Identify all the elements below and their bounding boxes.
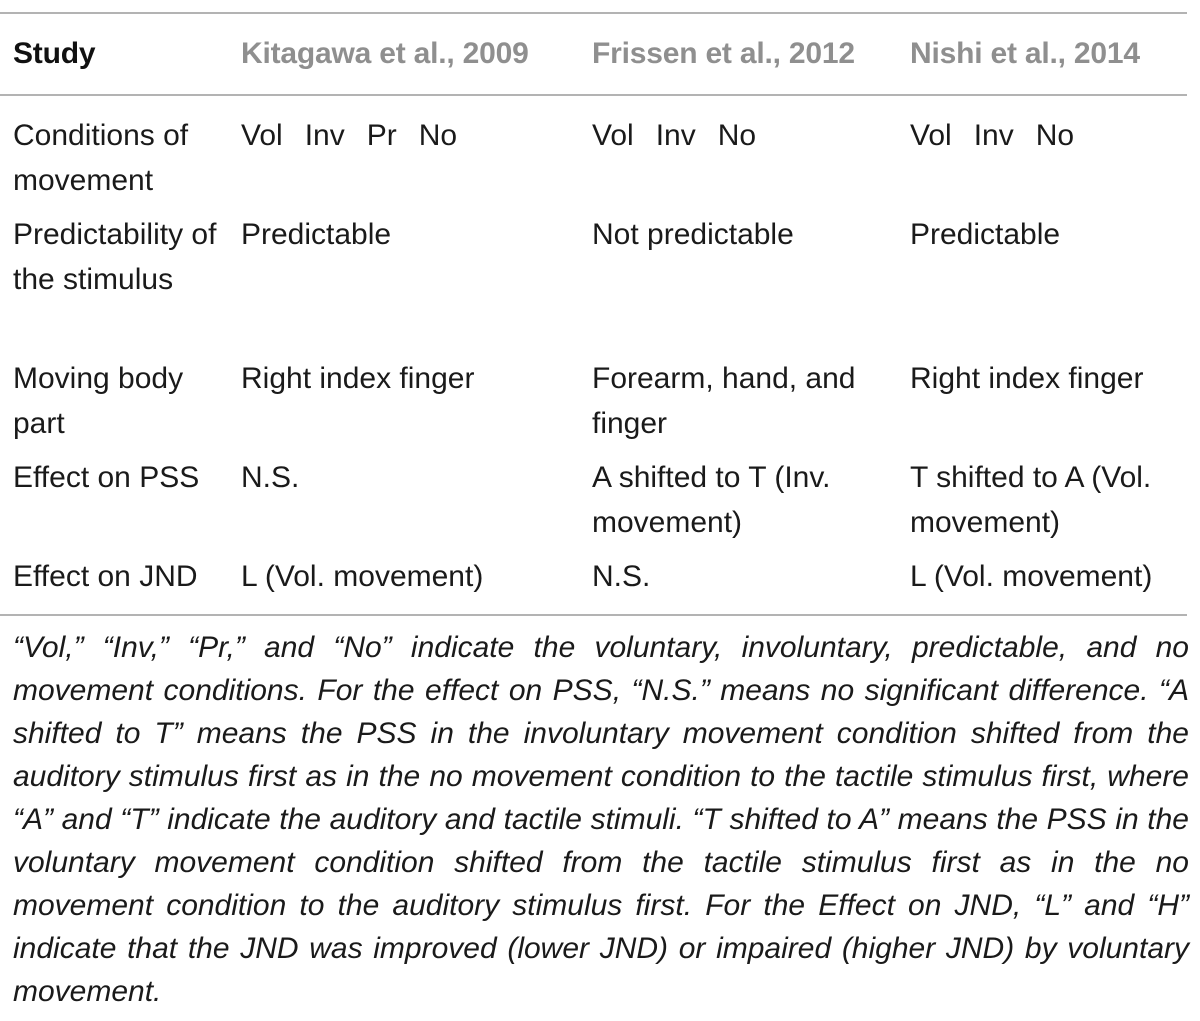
row-label-predictability: Predictability of the stimulus	[13, 218, 217, 296]
header-study: Study	[13, 37, 96, 70]
condition-no: No	[1035, 119, 1075, 152]
nishi-body-part: Right index finger	[910, 362, 1144, 395]
frissen-conditions	[592, 113, 897, 158]
condition-inv: Inv	[655, 119, 696, 152]
condition-pr: Pr	[366, 119, 397, 152]
kitagawa-effect-jnd: L (Vol. movement)	[241, 560, 484, 593]
row-label-effect-pss: Effect on PSS	[13, 461, 200, 494]
header-kitagawa-2009: Kitagawa et al., 2009	[241, 37, 529, 70]
table-header-row	[0, 30, 1190, 78]
header-nishi-2014: Nishi et al., 2014	[910, 37, 1140, 70]
frissen-body-part: Forearm, hand, and finger	[592, 362, 856, 440]
kitagawa-conditions	[241, 113, 581, 158]
table-top-rule	[0, 12, 1187, 14]
condition-inv: Inv	[973, 119, 1014, 152]
nishi-effect-pss: T shifted to A (Vol. movement)	[910, 461, 1152, 539]
frissen-effect-jnd: N.S.	[592, 560, 651, 593]
row-label-effect-jnd: Effect on JND	[13, 560, 198, 593]
nishi-conditions	[910, 113, 1185, 158]
condition-vol: Vol	[592, 119, 634, 152]
table-footnote: “Vol,” “Inv,” “Pr,” and “No” indicate the voluntary, involuntary, predictable, and no movement conditions. For the effect on PSS, “N.S.” means no significant difference. “A shifted to T” means the PSS in the involuntary movement condition shifted from the auditory stimulus first as in the no movement condition to the tactile stimulus first, where “A” and “T” indicate the auditory and tactile stimuli. “T shifted to A” means the PSS in the voluntary movement condition shifted from the tactile stimulus first as in the no movement condition to the auditory stimulus first. For the Effect on JND, “L” and “H” indicate that the JND was improved (lower JND) or impaired (higher JND) by voluntary movement.	[13, 631, 1189, 1008]
condition-no: No	[717, 119, 757, 152]
condition-vol: Vol	[910, 119, 952, 152]
row-label-conditions: Conditions of movement	[13, 119, 189, 197]
frissen-effect-pss: A shifted to T (Inv. movement)	[592, 461, 831, 539]
nishi-predictability: Predictable	[910, 218, 1061, 251]
kitagawa-predictability: Predictable	[241, 218, 392, 251]
nishi-effect-jnd: L (Vol. movement)	[910, 560, 1153, 593]
frissen-predictability: Not predictable	[592, 218, 794, 251]
table-bottom-rule	[0, 614, 1187, 616]
row-label-body-part: Moving body part	[13, 362, 184, 440]
condition-no: No	[418, 119, 458, 152]
condition-inv: Inv	[304, 119, 345, 152]
kitagawa-effect-pss: N.S.	[241, 461, 300, 494]
header-frissen-2012: Frissen et al., 2012	[592, 37, 855, 70]
kitagawa-body-part: Right index finger	[241, 362, 475, 395]
table-header-rule	[0, 94, 1187, 96]
condition-vol: Vol	[241, 119, 283, 152]
